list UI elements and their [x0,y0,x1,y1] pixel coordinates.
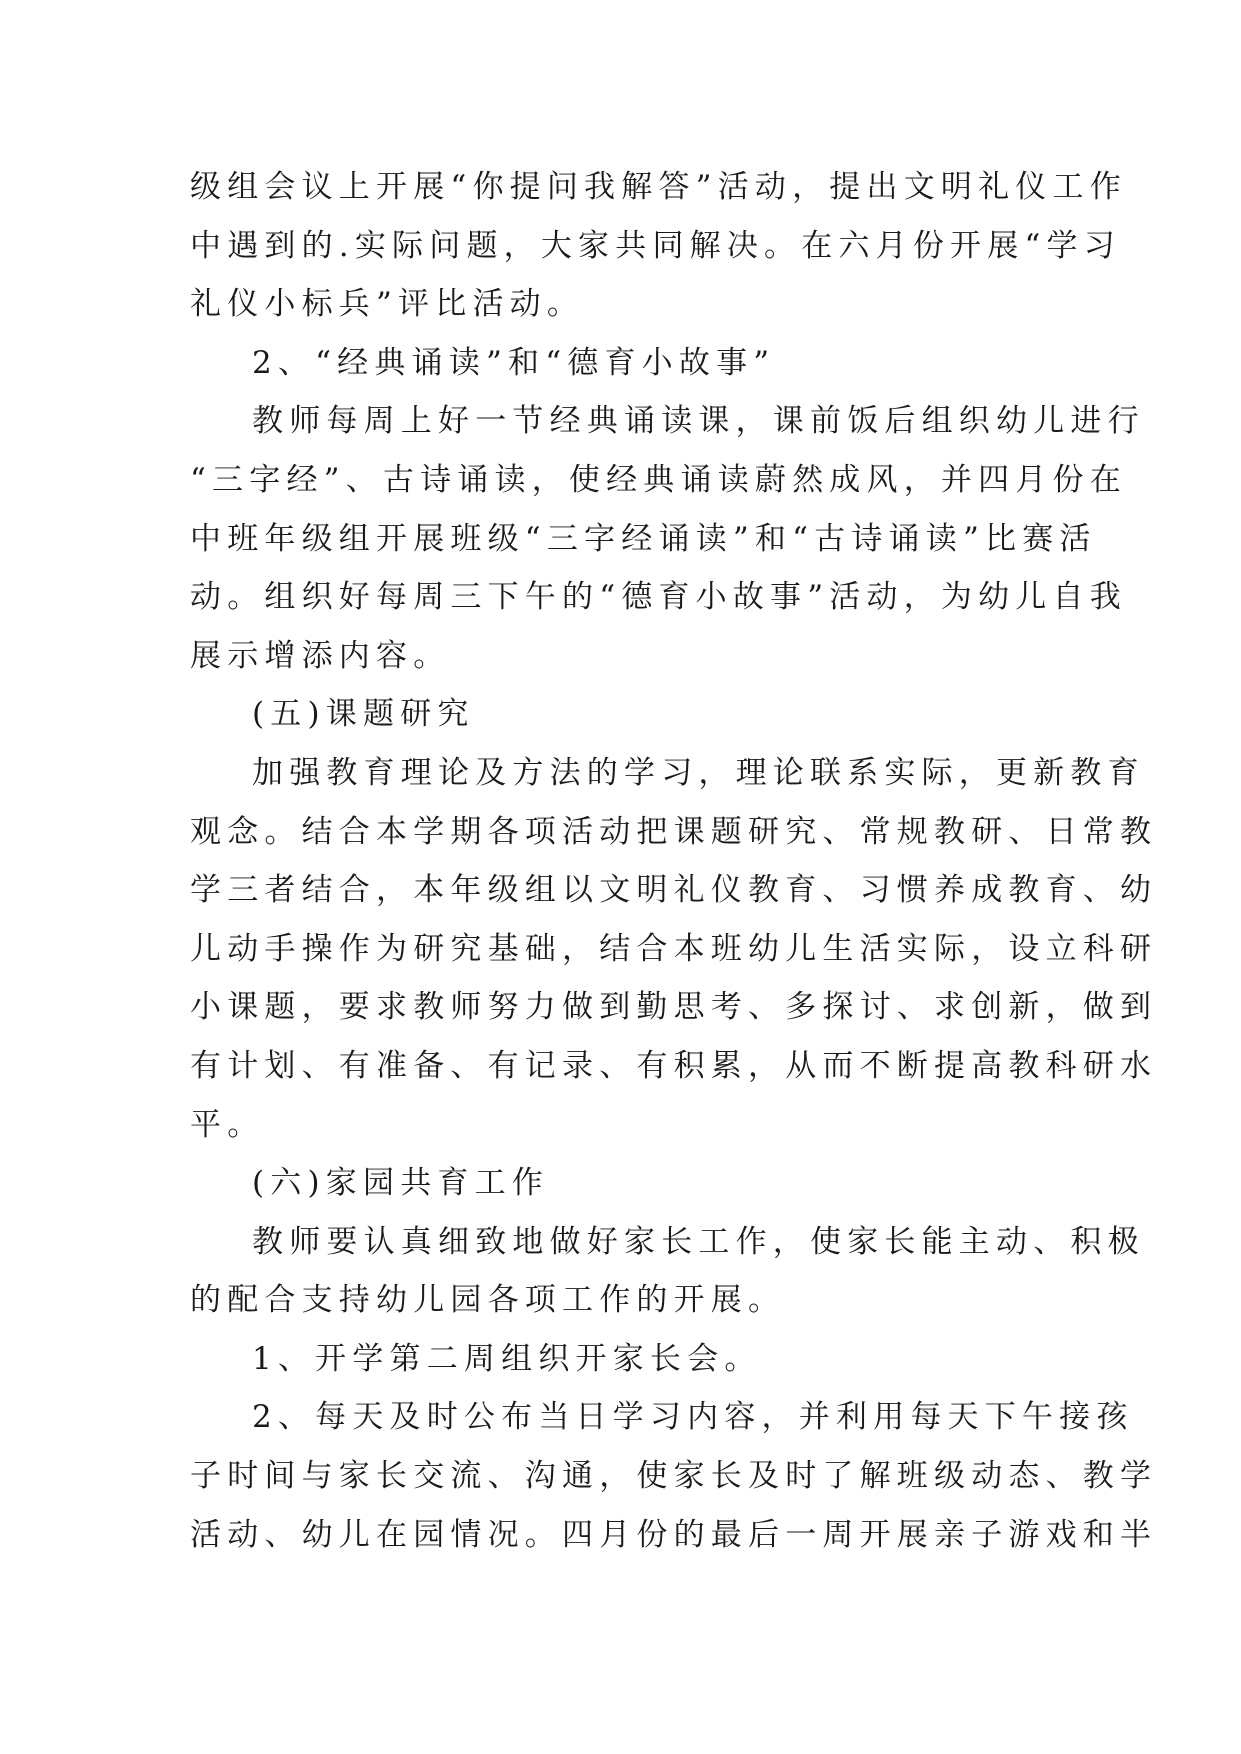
text-line: 展示增添内容。 [190,637,451,674]
text-line: 动。组织好每周三下午的“德育小故事”活动，为幼儿自我 [190,579,1127,616]
text-line: “三字经”、古诗诵读，使经典诵读蔚然成风，并四月份在 [190,461,1127,498]
text-line: 教师要认真细致地做好家长工作，使家长能主动、积极 [252,1223,1145,1260]
document-body [190,158,1158,1564]
text-line: 有计划、有准备、有记录、有积累，从而不断提高教科研水 [190,1047,1158,1084]
text-line: 礼仪小标兵”评比活动。 [190,286,585,323]
section-heading: (六)家园共育工作 [252,1165,549,1202]
text-line: 教师每周上好一节经典诵读课，课前饭后组织幼儿进行 [252,403,1145,440]
text-line: 学三者结合，本年级组以文明礼仪教育、习惯养成教育、幼 [190,872,1158,909]
text-line: 儿动手操作为研究基础，结合本班幼儿生活实际，设立科研 [190,930,1158,967]
list-item: 1、开学第二周组织开家长会。 [252,1340,762,1377]
text-line: 平。 [190,1106,265,1143]
text-line: 加强教育理论及方法的学习，理论联系实际，更新教育 [252,754,1145,791]
section-heading: 2、“经典诵读”和“德育小故事” [252,344,776,381]
text-line: 中遇到的.实际问题，大家共同解决。在六月份开展“学习 [190,227,1121,264]
text-line: 的配合支持幼儿园各项工作的开展。 [190,1282,786,1319]
text-line: 小课题，要求教师努力做到勤思考、多探讨、求创新，做到 [190,989,1158,1026]
section-heading: (五)课题研究 [252,696,475,733]
list-item: 2、每天及时公布当日学习内容，并利用每天下午接孩 [252,1399,1134,1436]
text-line: 观念。结合本学期各项活动把课题研究、常规教研、日常教 [190,813,1158,850]
text-line: 级组会议上开展“你提问我解答”活动，提出文明礼仪工作 [190,169,1127,205]
text-line: 活动、幼儿在园情况。四月份的最后一周开展亲子游戏和半 [190,1516,1158,1553]
text-line: 中班年级组开展班级“三字经诵读”和“古诗诵读”比赛活 [190,520,1097,557]
text-line: 子时间与家长交流、沟通，使家长及时了解班级动态、教学 [190,1458,1158,1495]
